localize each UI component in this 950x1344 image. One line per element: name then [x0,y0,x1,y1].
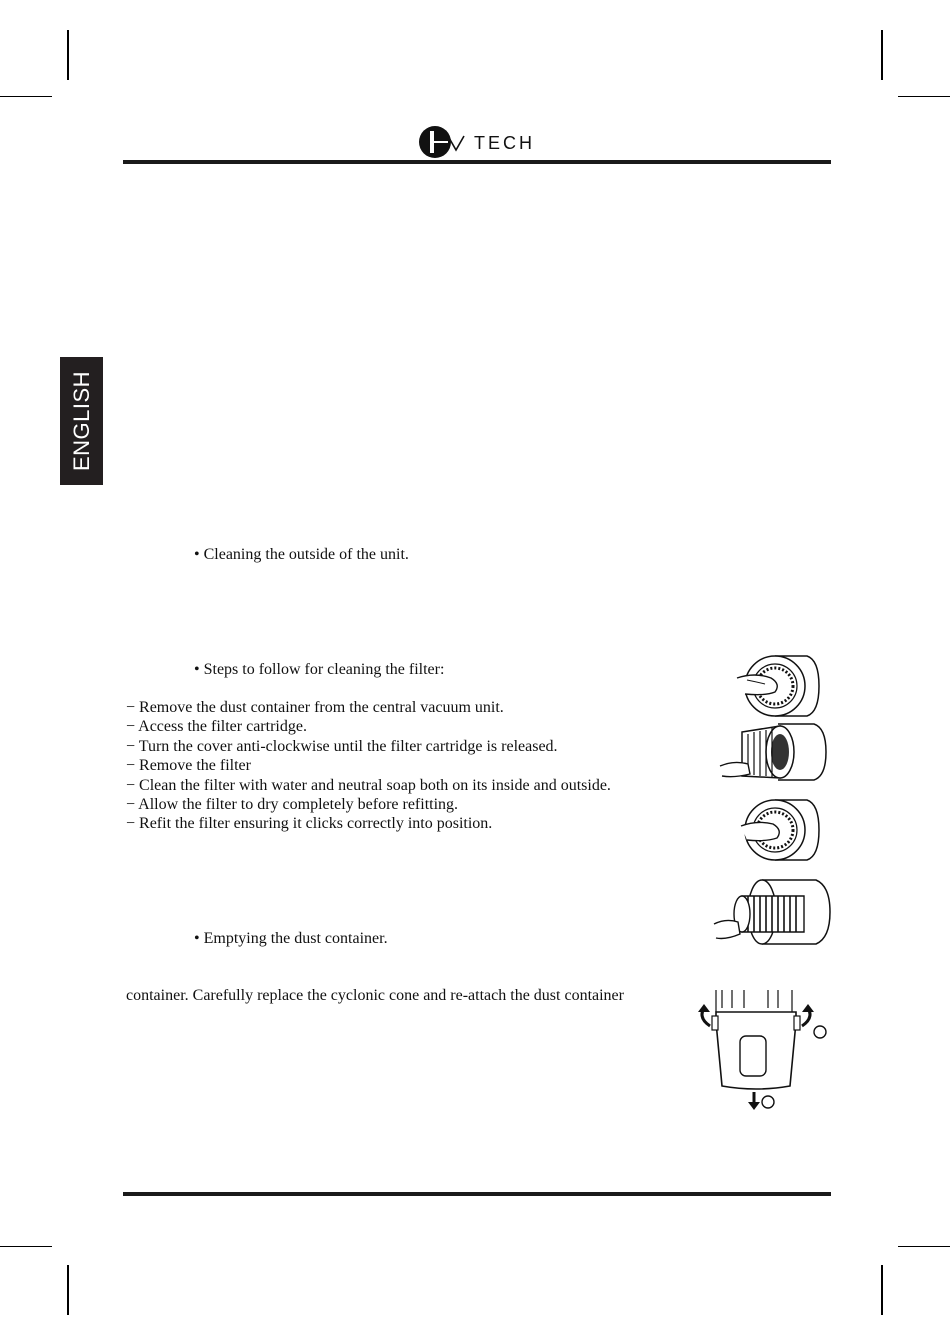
brand-text: TECH [474,133,535,153]
filter-step: − Access the filter cartridge. [126,718,307,736]
crop-mark-br-v [881,1265,883,1315]
crop-mark-tr-h [898,96,950,97]
filter-step: − Clean the filter with water and neutral soap both on its inside and outside. [126,776,611,794]
header-rule [123,160,831,164]
language-tab [60,357,103,485]
crop-mark-tl-v [67,30,69,80]
footer-rule [123,1192,831,1196]
filter-cover-turn-icon [735,650,825,722]
crop-mark-bl-v [67,1265,69,1315]
dust-container-text: container. Carefully replace the cyclonic cone and re-attach the dust container [126,987,624,1004]
filter-steps-list [126,698,611,834]
filter-insert-icon [712,874,834,950]
filter-step: − Refit the filter ensuring it clicks correctly into position. [126,815,493,833]
filter-step: − Remove the dust container from the central vacuum unit. [126,699,504,716]
filter-step: − Turn the cover anti-clockwise until the filter cartridge is released. [126,737,558,755]
dust-container-release-icon [692,986,834,1116]
brand-logo [418,124,548,160]
crop-mark-tr-v [881,30,883,80]
filter-cleaning-heading: • Steps to follow for cleaning the filter: [194,661,445,678]
language-tab-label: ENGLISH [68,370,94,472]
outside-cleaning-heading: • Cleaning the outside of the unit. [194,546,409,563]
dust-container-heading: • Emptying the dust container. [194,930,388,947]
crop-mark-tl-h [0,96,52,97]
crop-mark-br-h [898,1246,950,1247]
filter-step: − Allow the filter to dry completely before refitting. [126,796,459,814]
filter-cover-refit-icon [735,794,825,866]
filter-cartridge-remove-icon [718,718,830,790]
filter-step: − Remove the filter [126,757,251,775]
crop-mark-bl-h [0,1246,52,1247]
